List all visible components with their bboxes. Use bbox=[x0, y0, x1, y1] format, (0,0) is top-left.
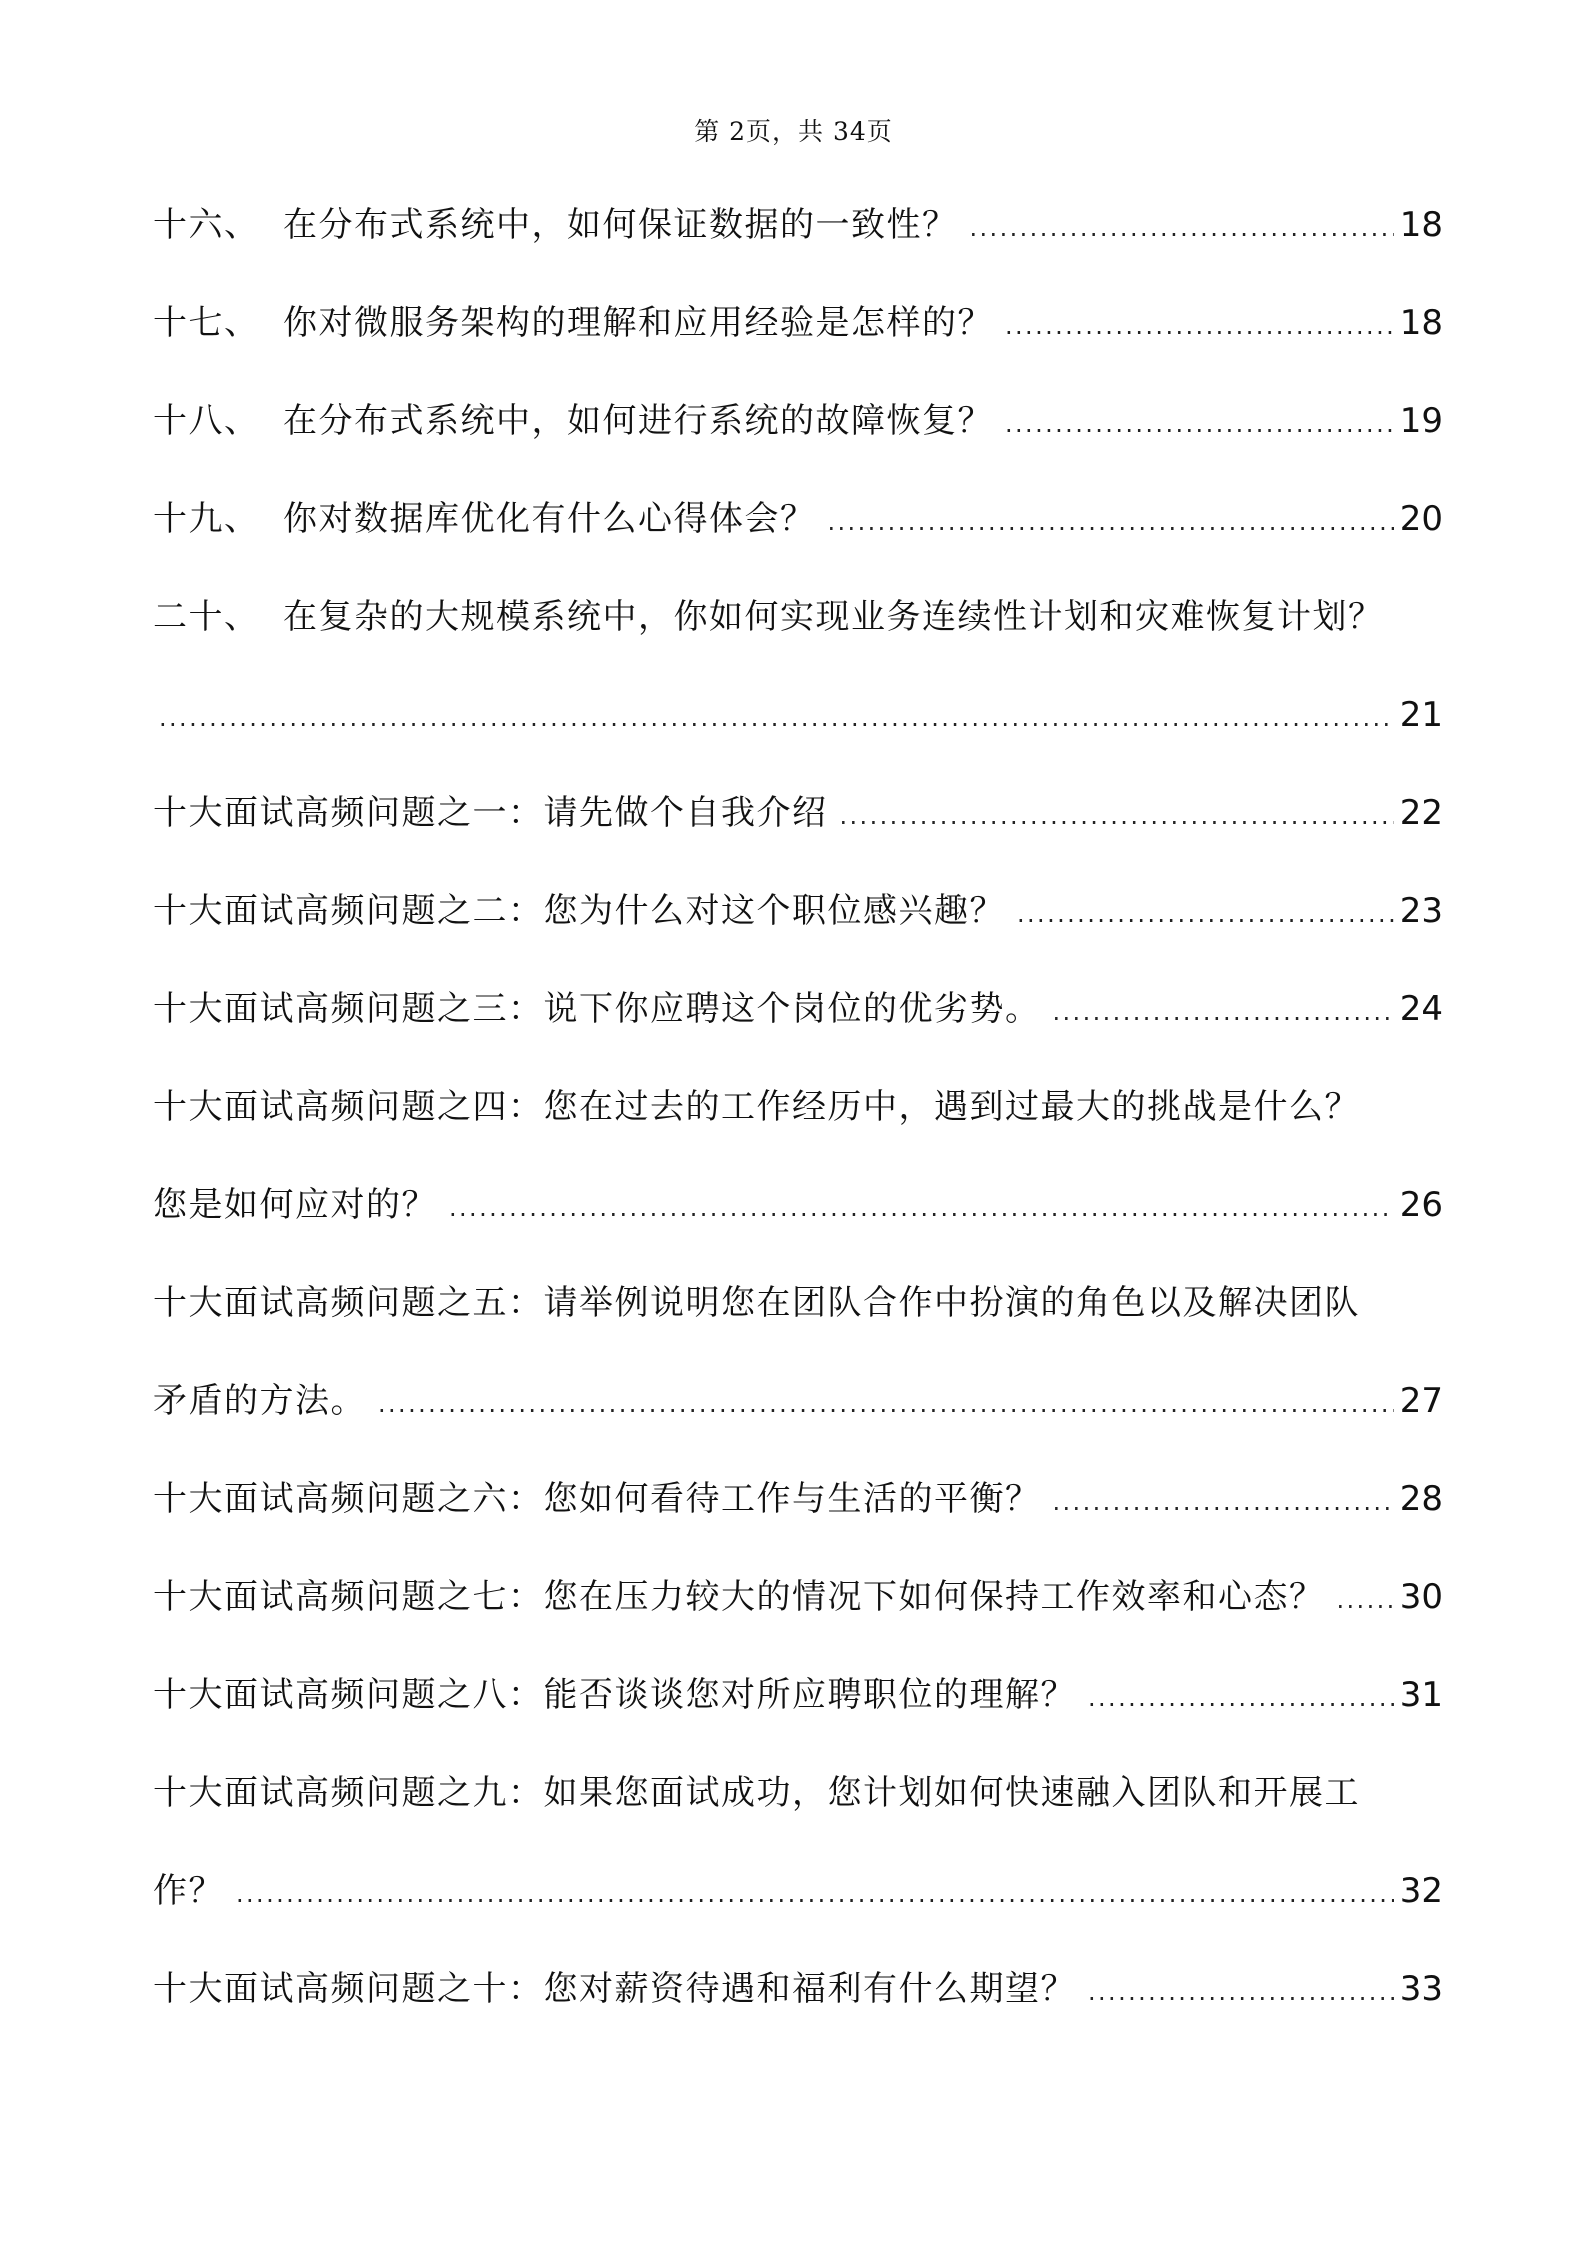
toc-entry-title: 十大面试高频问题之一：请先做个自我介绍 bbox=[153, 793, 828, 833]
toc-leader-dots bbox=[840, 786, 1394, 846]
toc-entry-page: 26 bbox=[1399, 1185, 1443, 1225]
toc-entry-page: 32 bbox=[1399, 1871, 1443, 1911]
toc-entry-title: 你对微服务架构的理解和应用经验是怎样的？ bbox=[283, 303, 993, 343]
toc-leader-dots bbox=[1088, 1668, 1394, 1728]
toc-entry-page: 23 bbox=[1399, 891, 1443, 931]
toc-entry-title: 十大面试高频问题之六：您如何看待工作与生活的平衡？ bbox=[153, 1479, 1041, 1519]
toc-entry[interactable] bbox=[153, 1077, 1443, 1273]
toc-entry-page: 22 bbox=[1399, 793, 1443, 833]
toc-entry-page: 24 bbox=[1399, 989, 1443, 1029]
toc-entry[interactable] bbox=[153, 881, 1443, 979]
toc-entry-title: 十大面试高频问题之二：您为什么对这个职位感兴趣？ bbox=[153, 891, 1005, 931]
toc-entry[interactable] bbox=[153, 979, 1443, 1077]
toc-entry[interactable] bbox=[153, 293, 1443, 391]
toc-entry-number: 十六、 bbox=[153, 205, 260, 245]
toc-entry-number: 十八、 bbox=[153, 401, 260, 441]
toc-entry-title: 在复杂的大规模系统中，你如何实现业务连续性计划和灾难恢复计划？ bbox=[283, 597, 1384, 637]
toc-leader-dots bbox=[236, 1864, 1394, 1924]
toc-entry-title: 十大面试高频问题之十：您对薪资待遇和福利有什么期望？ bbox=[153, 1969, 1076, 2009]
toc-entry[interactable] bbox=[153, 1567, 1443, 1665]
toc-entry[interactable] bbox=[153, 1469, 1443, 1567]
toc-entry-page: 30 bbox=[1399, 1577, 1443, 1617]
toc-entry[interactable] bbox=[153, 783, 1443, 881]
toc-entry[interactable] bbox=[153, 1959, 1443, 2057]
toc-leader-dots bbox=[1088, 1962, 1394, 2022]
toc-leader-dots bbox=[1017, 884, 1394, 944]
toc-leader-dots bbox=[1337, 1570, 1394, 1630]
toc-entry-title: 你对数据库优化有什么心得体会？ bbox=[283, 499, 816, 539]
toc-entry-title: 在分布式系统中，如何保证数据的一致性？ bbox=[283, 205, 958, 245]
toc-entry[interactable] bbox=[153, 489, 1443, 587]
toc-entry-page: 19 bbox=[1399, 401, 1443, 441]
toc-entry-title: 十大面试高频问题之八：能否谈谈您对所应聘职位的理解？ bbox=[153, 1675, 1076, 1715]
toc-entry-page: 31 bbox=[1399, 1675, 1443, 1715]
toc-leader-dots bbox=[449, 1178, 1394, 1238]
toc-entry[interactable] bbox=[153, 587, 1443, 783]
toc-leader-dots bbox=[378, 1374, 1394, 1434]
toc-leader-dots bbox=[1053, 982, 1394, 1042]
toc-entry-title: 十大面试高频问题之三：说下你应聘这个岗位的优劣势。 bbox=[153, 989, 1041, 1029]
toc-leader-dots bbox=[828, 492, 1394, 552]
toc-entry-title-continued: 矛盾的方法。 bbox=[153, 1381, 366, 1421]
toc-entry-page: 27 bbox=[1399, 1381, 1443, 1421]
toc-entry-number: 十九、 bbox=[153, 499, 260, 539]
toc-leader-dots bbox=[159, 688, 1394, 748]
toc-entry-title-continued: 您是如何应对的？ bbox=[153, 1185, 437, 1225]
toc-entry[interactable] bbox=[153, 1763, 1443, 1959]
toc-leader-dots bbox=[1053, 1472, 1394, 1532]
toc-entry-title-continued: 作？ bbox=[153, 1871, 224, 1911]
page-indicator: 第 2页，共 34页 bbox=[694, 117, 893, 146]
toc-entry-page: 21 bbox=[1399, 695, 1443, 735]
toc-entry-title: 十大面试高频问题之七：您在压力较大的情况下如何保持工作效率和心态？ bbox=[153, 1577, 1325, 1617]
toc-entry[interactable] bbox=[153, 1665, 1443, 1763]
toc-entry-page: 28 bbox=[1399, 1479, 1443, 1519]
toc-entry[interactable] bbox=[153, 391, 1443, 489]
toc-leader-dots bbox=[970, 198, 1394, 258]
toc-entry-page: 33 bbox=[1399, 1969, 1443, 2009]
toc-entry-number: 十七、 bbox=[153, 303, 260, 343]
table-of-contents bbox=[153, 195, 1443, 2057]
toc-entry[interactable] bbox=[153, 1273, 1443, 1469]
toc-entry-page: 18 bbox=[1399, 205, 1443, 245]
toc-entry-title: 在分布式系统中，如何进行系统的故障恢复？ bbox=[283, 401, 993, 441]
toc-leader-dots bbox=[1005, 296, 1394, 356]
toc-entry-number: 二十、 bbox=[153, 597, 260, 637]
toc-entry-title: 十大面试高频问题之四：您在过去的工作经历中，遇到过最大的挑战是什么？ bbox=[153, 1087, 1360, 1127]
toc-entry-title: 十大面试高频问题之五：请举例说明您在团队合作中扮演的角色以及解决团队 bbox=[153, 1283, 1360, 1323]
toc-leader-dots bbox=[1005, 394, 1394, 454]
toc-entry-page: 20 bbox=[1399, 499, 1443, 539]
toc-entry-title: 十大面试高频问题之九：如果您面试成功，您计划如何快速融入团队和开展工 bbox=[153, 1773, 1360, 1813]
toc-entry[interactable] bbox=[153, 195, 1443, 293]
toc-entry-page: 18 bbox=[1399, 303, 1443, 343]
